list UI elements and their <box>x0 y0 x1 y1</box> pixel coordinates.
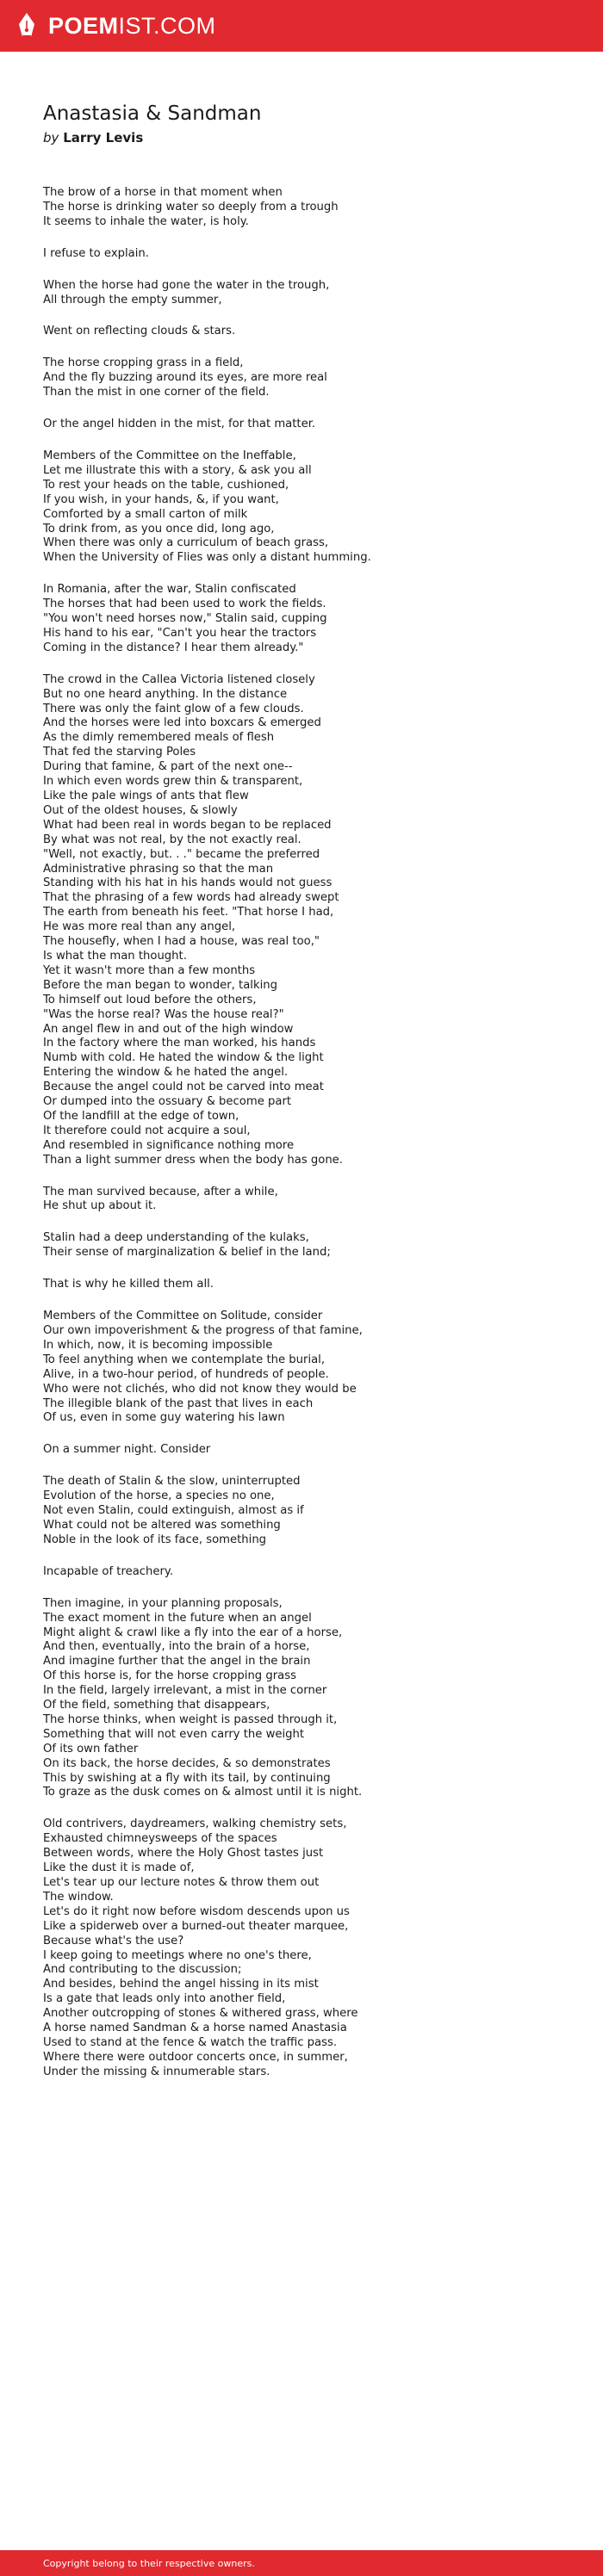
poem-stanza <box>43 1278 569 1292</box>
poem-line: Our own impoverishment & the progress of that famine, <box>43 1324 363 1337</box>
poem-line: In the factory where the man worked, his hands <box>43 1037 316 1050</box>
poem-line: That is why he killed them all. <box>43 1278 214 1291</box>
poem-line: His hand to his ear, "Can't you hear the tractors <box>43 626 317 640</box>
poem-line: There was only the faint glow of a few clouds. <box>43 702 304 715</box>
poem-stanza <box>43 1310 569 1426</box>
poem-line: On its back, the horse decides, & so demonstrates <box>43 1756 331 1770</box>
poem-line: All through the empty summer, <box>43 293 222 307</box>
poem-line: If you wish, in your hands, &, if you want, <box>43 492 279 506</box>
poem-line: Exhausted chimneysweeps of the spaces <box>43 1832 277 1846</box>
poem-line: Not even Stalin, could extinguish, almost as if <box>43 1504 304 1518</box>
poem-line: Alive, in a two-hour period, of hundreds of people. <box>43 1367 329 1381</box>
poem-line: That fed the starving Poles <box>43 746 196 759</box>
poem-body <box>43 186 569 2080</box>
poem-line: An angel flew in and out of the high window <box>43 1022 294 1036</box>
poem-line: Evolution of the horse, a species no one, <box>43 1489 275 1503</box>
poem-line: When the horse had gone the water in the trough, <box>43 278 330 292</box>
poem-line: By what was not real, by the not exactly real. <box>43 833 302 846</box>
poem-line: In Romania, after the war, Stalin confiscated <box>43 583 296 597</box>
poem-line: Then imagine, in your planning proposals, <box>43 1596 283 1610</box>
pen-nib-icon[interactable] <box>16 11 38 40</box>
poem-line: And besides, behind the angel hissing in its mist <box>43 1978 319 1991</box>
poem-line: And resembled in significance nothing more <box>43 1138 295 1152</box>
poem-line: It therefore could not acquire a soul, <box>43 1124 251 1137</box>
poem-content <box>43 102 569 2097</box>
poem-stanza <box>43 449 569 566</box>
poem-line: He shut up about it. <box>43 1199 157 1213</box>
author-name[interactable]: Larry Levis <box>63 130 144 146</box>
poem-line: The horse cropping grass in a field, <box>43 356 244 370</box>
poem-line: Entering the window & he hated the angel. <box>43 1066 289 1080</box>
poem-stanza <box>43 1186 569 1215</box>
poem-line: And contributing to the discussion; <box>43 1963 242 1977</box>
poem-line: Of its own father <box>43 1742 139 1756</box>
poem-stanza <box>43 1565 569 1580</box>
poem-stanza <box>43 418 569 432</box>
poem-line: And then, eventually, into the brain of a horse, <box>43 1640 310 1654</box>
poem-line: Members of the Committee on the Ineffable, <box>43 449 296 462</box>
copyright-text: Copyright belong to their respective owners. <box>43 2557 255 2569</box>
poem-line: On a summer night. Consider <box>43 1443 211 1457</box>
poem-stanza <box>43 356 569 400</box>
poem-line: "Well, not exactly, but. . ." became the preferred <box>43 847 320 861</box>
poem-line: Numb with cold. He hated the window & the light <box>43 1051 324 1065</box>
poem-stanza <box>43 583 569 656</box>
poem-stanza <box>43 1443 569 1458</box>
poem-line: Old contrivers, daydreamers, walking chemistry sets, <box>43 1817 347 1831</box>
poem-line: In the field, largely irrelevant, a mist in the corner <box>43 1684 327 1698</box>
poem-line: The window. <box>43 1890 114 1904</box>
poem-line: Used to stand at the fence & watch the traffic pass. <box>43 2035 338 2049</box>
poem-line: Members of the Committee on Solitude, consider <box>43 1310 323 1323</box>
poem-line: The exact moment in the future when an angel <box>43 1611 312 1625</box>
poem-line: The earth from beneath his feet. "That horse I had, <box>43 906 334 920</box>
poem-line: It seems to inhale the water, is holy. <box>43 214 249 228</box>
poem-line: When there was only a curriculum of beach grass, <box>43 536 329 550</box>
poem-line: Is a gate that leads only into another field, <box>43 1992 286 2006</box>
poem-line: Than the mist in one corner of the field. <box>43 386 270 399</box>
poem-line: Because the angel could not be carved into meat <box>43 1081 324 1094</box>
poem-line: Out of the oldest houses, & slowly <box>43 803 238 817</box>
poem-stanza <box>43 325 569 339</box>
poem-line: "You won't need horses now," Stalin said, cupping <box>43 612 327 626</box>
poem-line: Administrative phrasing so that the man <box>43 862 274 876</box>
poem-line: The crowd in the Callea Victoria listened closely <box>43 672 315 686</box>
poem-line: To drink from, as you once did, long ago, <box>43 522 275 536</box>
poem-line: Of this horse is, for the horse cropping grass <box>43 1669 296 1683</box>
poem-stanza <box>43 279 569 308</box>
poem-line: But no one heard anything. In the distance <box>43 687 288 701</box>
poem-line: Comforted by a small carton of milk <box>43 507 248 521</box>
poem-line: Stalin had a deep understanding of the kulaks, <box>43 1231 309 1245</box>
poem-stanza <box>43 186 569 230</box>
poem-line: What had been real in words began to be replaced <box>43 818 332 832</box>
poem-line: Is what the man thought. <box>43 949 187 963</box>
poem-stanza <box>43 1817 569 2079</box>
poem-line: Or dumped into the ossuary & become part <box>43 1095 292 1109</box>
poem-line: The man survived because, after a while, <box>43 1185 278 1198</box>
poem-stanza <box>43 1231 569 1260</box>
poem-line: Went on reflecting clouds & stars. <box>43 325 236 338</box>
poem-line: Than a light summer dress when the body has gone. <box>43 1153 343 1167</box>
poem-line: Incapable of treachery. <box>43 1564 174 1578</box>
poem-line: Let me illustrate this with a story, & ask you all <box>43 463 312 477</box>
poem-stanza <box>43 673 569 1168</box>
poem-line: To rest your heads on the table, cushioned, <box>43 478 289 492</box>
poem-line: During that famine, & part of the next one-- <box>43 760 293 774</box>
poem-line: I refuse to explain. <box>43 246 149 260</box>
logo-text-light: IST.COM <box>118 12 216 39</box>
poem-line: Another outcropping of stones & withered grass, where <box>43 2007 358 2021</box>
poem-line: Under the missing & innumerable stars. <box>43 2065 270 2078</box>
poem-line: In which, now, it is becoming impossible <box>43 1338 273 1352</box>
poem-line: The death of Stalin & the slow, uninterrupted <box>43 1475 301 1489</box>
poem-line: Something that will not even carry the weight <box>43 1727 305 1741</box>
poem-line: Before the man began to wonder, talking <box>43 978 277 992</box>
poem-line: The brow of a horse in that moment when <box>43 186 283 199</box>
poem-line: And imagine further that the angel in the brain <box>43 1655 311 1669</box>
poem-line: Yet it wasn't more than a few months <box>43 963 256 977</box>
poem-line: The housefly, when I had a house, was real too," <box>43 935 320 949</box>
poem-line: Or the angel hidden in the mist, for that matter. <box>43 418 316 431</box>
poem-stanza <box>43 1597 569 1801</box>
poem-line: Who were not clichés, who did not know they would be <box>43 1382 357 1396</box>
poem-line: In which even words grew thin & transparent, <box>43 775 303 789</box>
poem-line: The horse is drinking water so deeply from a trough <box>43 200 339 214</box>
poem-line: Because what's the use? <box>43 1934 184 1947</box>
poem-line: Standing with his hat in his hands would not guess <box>43 876 333 890</box>
poem-line: A horse named Sandman & a horse named Anastasia <box>43 2022 347 2035</box>
poem-line: Coming in the distance? I hear them already." <box>43 641 304 654</box>
poem-line: I keep going to meetings where no one's there, <box>43 1948 312 1962</box>
site-footer <box>0 2550 603 2576</box>
poem-line: Of us, even in some guy watering his lawn <box>43 1411 285 1425</box>
poem-line: To himself out loud before the others, <box>43 993 257 1006</box>
poem-line: Of the landfill at the edge of town, <box>43 1109 239 1123</box>
poem-line: Like the dust it is made of, <box>43 1861 195 1875</box>
poem-line: To feel anything when we contemplate the burial, <box>43 1353 326 1366</box>
by-label: by <box>43 130 59 146</box>
poem-line: The illegible blank of the past that lives in each <box>43 1396 314 1410</box>
poem-line: Might alight & crawl like a fly into the ear of a horse, <box>43 1625 343 1639</box>
poem-line: Noble in the look of its face, something <box>43 1533 267 1546</box>
poem-line: Let's do it right now before wisdom descends upon us <box>43 1904 350 1918</box>
logo-text-bold: POEM <box>48 12 119 39</box>
poem-line: Like a spiderweb over a burned-out theater marquee, <box>43 1919 349 1933</box>
poem-stanza <box>43 247 569 262</box>
poem-line: Like the pale wings of ants that flew <box>43 790 249 802</box>
poem-line: To graze as the dusk comes on & almost until it is night. <box>43 1786 363 1799</box>
poem-line: Between words, where the Holy Ghost tastes just <box>43 1847 324 1861</box>
poem-line: Their sense of marginalization & belief in the land; <box>43 1246 331 1260</box>
poem-line: The horse thinks, when weight is passed through it, <box>43 1712 338 1726</box>
byline <box>43 129 569 146</box>
poem-line: "Was the horse real? Was the house real?" <box>43 1007 284 1021</box>
site-logo[interactable] <box>48 13 216 40</box>
poem-line: When the University of Flies was only a distant humming. <box>43 551 371 565</box>
poem-line: What could not be altered was something <box>43 1518 281 1532</box>
poem-line: Let's tear up our lecture notes & throw them out <box>43 1876 320 1889</box>
poem-line: He was more real than any angel, <box>43 920 236 934</box>
poem-line: This by swishing at a fly with its tail, by continuing <box>43 1771 331 1785</box>
poem-line: As the dimly remembered meals of flesh <box>43 731 275 745</box>
poem-stanza <box>43 1475 569 1548</box>
poem-line: And the fly buzzing around its eyes, are more real <box>43 371 327 385</box>
poem-line: Where there were outdoor concerts once, in summer, <box>43 2050 348 2064</box>
poem-line: Of the field, something that disappears, <box>43 1699 270 1712</box>
poem-title: Anastasia & Sandman <box>43 102 262 125</box>
site-header <box>0 0 603 52</box>
poem-line: That the phrasing of a few words had already swept <box>43 891 339 905</box>
poem-line: The horses that had been used to work the fields. <box>43 598 326 611</box>
poem-line: And the horses were led into boxcars & emerged <box>43 716 321 730</box>
